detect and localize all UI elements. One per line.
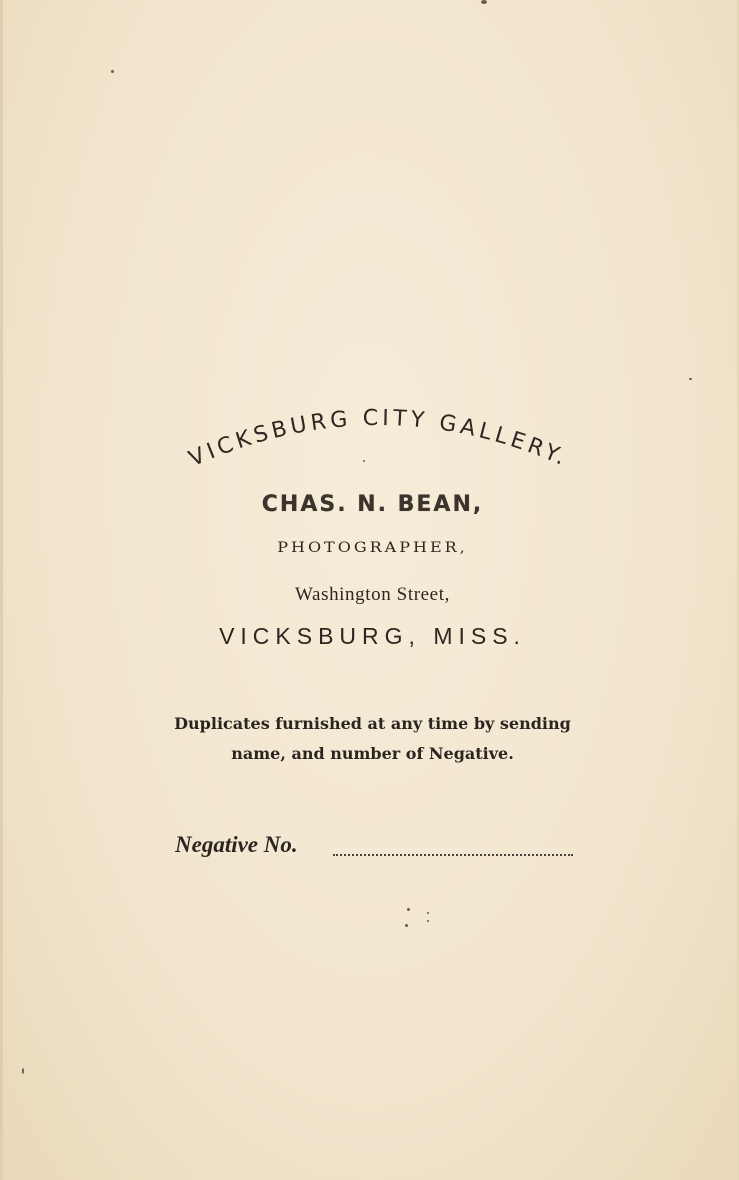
city-state: VICKSBURG, MISS. <box>219 623 526 649</box>
negative-number-blank[interactable] <box>333 854 573 856</box>
duplicates-notice-line-1: Duplicates furnished at any time by sending <box>174 714 571 733</box>
paper-speck <box>427 912 429 914</box>
paper-speck <box>405 924 408 927</box>
negative-number-label: Negative No. <box>175 832 298 857</box>
paper-speck <box>111 70 114 73</box>
paper-speck <box>689 378 692 380</box>
paper-speck <box>427 920 429 922</box>
proprietor-name: CHAS. N. BEAN, <box>261 492 484 517</box>
gallery-name: VICKSBURG CITY GALLERY. <box>185 405 573 473</box>
occupation: PHOTOGRAPHER, <box>277 539 468 556</box>
street-address: Washington Street, <box>295 584 450 605</box>
duplicates-notice-line-2: name, and number of Negative. <box>231 744 514 763</box>
paper-speck <box>407 908 410 911</box>
paper-speck <box>22 1068 24 1074</box>
gallery-name-arc <box>153 395 603 505</box>
paper-speck <box>481 0 487 4</box>
